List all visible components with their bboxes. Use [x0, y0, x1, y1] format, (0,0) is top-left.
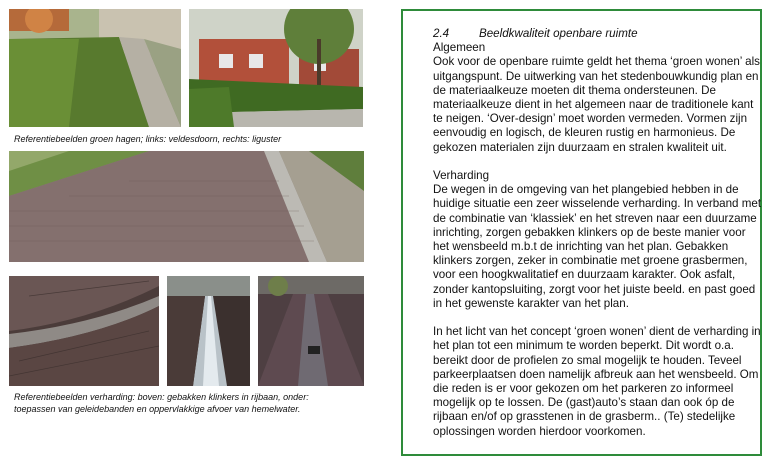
photo-curved-curb — [9, 276, 159, 386]
photo-brick-road — [9, 151, 364, 262]
section-heading — [433, 27, 763, 41]
photo-brick-street-drain — [258, 276, 364, 386]
caption-paving-1: Referentiebeelden verharding: boven: gebakken klinkers in rijbaan, onder: — [14, 392, 309, 402]
paragraph-algemeen: Ook voor de openbare ruimte geldt het thema ‘groen wonen’ als uitgangspunt. De uitwerking van het stedenbouwkundig plan en de materiaalkeuze moeten dit thema ondersteunen. De materiaalkeuze dient in het algemeen naar de traditionele kant te neigen. ‘Over-design’ moet worden vermeden. Vormen zijn eenvoudig en logisch, de kleuren rustig en harmonieus. De gekozen materialen zijn duurzaam en stralen kwaliteit uit. — [433, 55, 760, 154]
section-title: Beeldkwaliteit openbare ruimte — [479, 27, 638, 40]
section-number: 2.4 — [433, 27, 450, 40]
photo-water-gutter — [167, 276, 250, 386]
heading-algemeen: Algemeen — [433, 41, 486, 55]
caption-hedges: Referentiebeelden groen hagen; links: veldesdoorn, rechts: liguster — [14, 134, 282, 144]
photo-hedge-field-maple — [9, 9, 181, 127]
paragraph-concept: In het licht van het concept ‘groen wonen’ dient de verharding in het plan tot een minimum te worden beperkt. Dit wordt o.a. bereikt door de profielen zo smal mogelijk te houden. Teveel parkeerplaatsen doen namelijk afbreuk aan het wensbeeld. Om die reden is er voor gekozen om het parkeren zo informeel mogelijk op te lossen. De (gast)auto’s staan dan ook óp de rijbaan en/of op grasstenen in de grasberm.. (Te) stedelijke oplossingen worden hierdoor voorkomen. — [433, 325, 761, 438]
photo-hedge-privet — [189, 9, 363, 127]
paragraph-verharding: De wegen in de omgeving van het plangebied hebben in de huidige situatie een zeer wisselende verharding. In verband met de combinatie van ‘klassiek’ en het streven naar een duurzame inrichting, zorgen gebakken klinkers op de beste manier voor het wensbeeld m.b.t de inrichting van het plan. Gebakken klinkers zorgen, zeker in combinatie met groene grasbermen, voor een hoogkwalitatief en duurzaam karakter. Ook asfalt, zonder kantopsluiting, zorgt voor het juiste beeld. en past goed in het gewenste karakter van het plan. — [433, 183, 762, 310]
caption-paving-2: toepassen van geleidebanden en oppervlakkige afvoer van hemelwater. — [14, 404, 301, 414]
section-text — [433, 27, 763, 439]
heading-verharding: Verharding — [433, 169, 490, 183]
